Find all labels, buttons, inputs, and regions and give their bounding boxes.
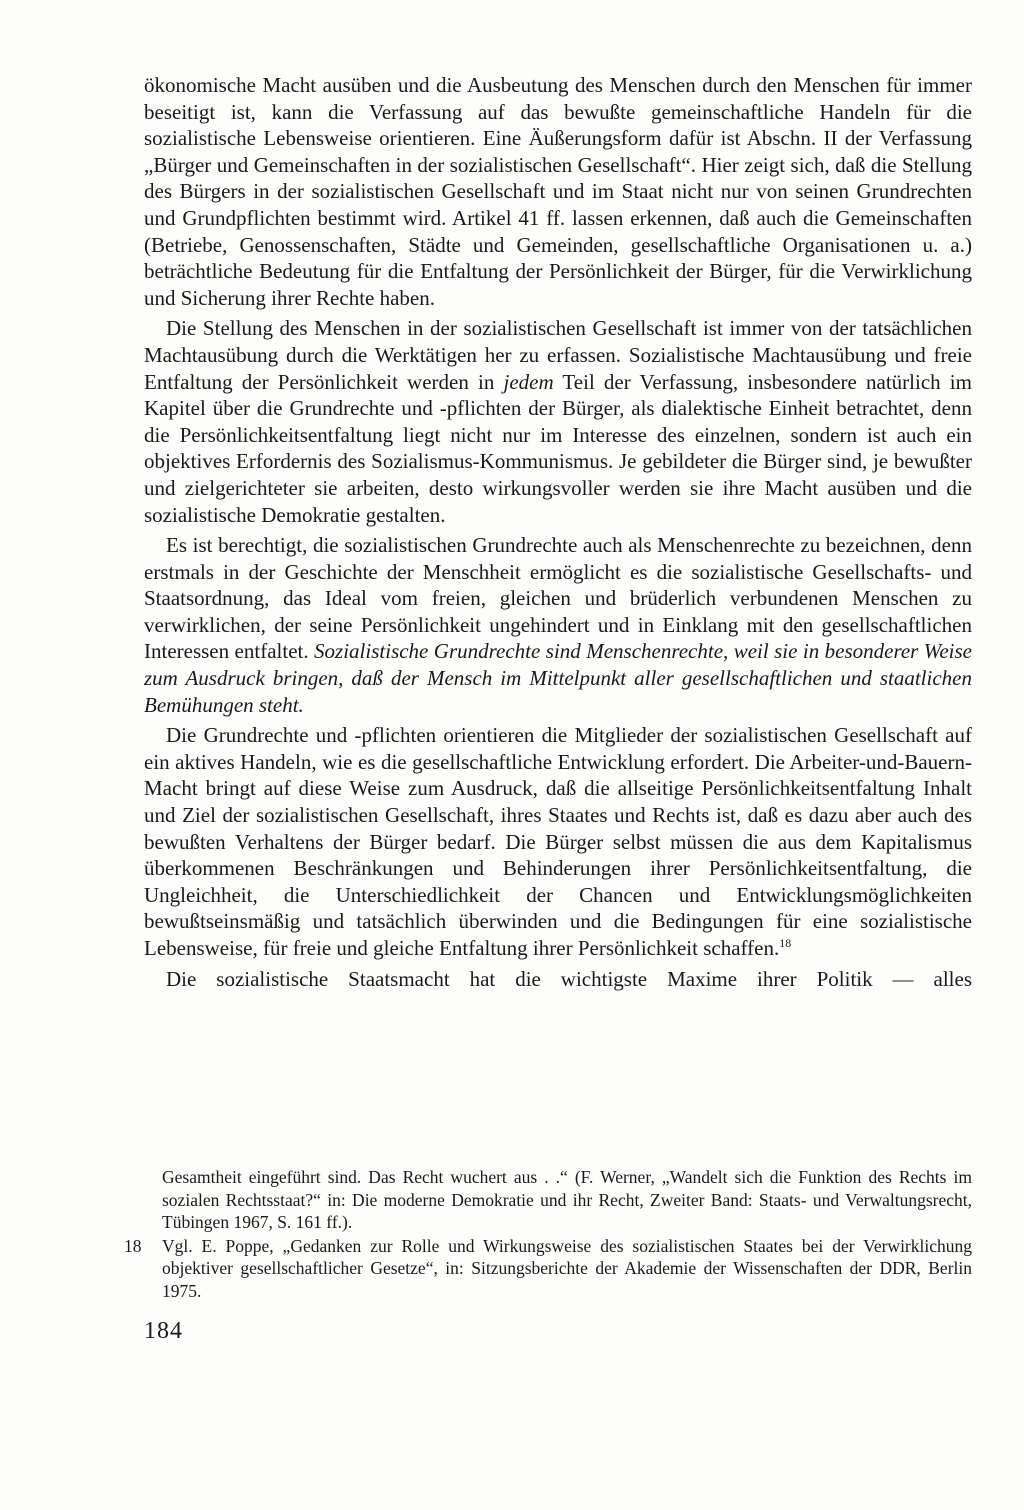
paragraph-2-text-a: Die Stellung des Menschen in der sozialistischen Gesellschaft ist immer von der tatsächlichen Machtausübung durch die Werktätigen her zu erfassen. Sozialistische Machtausübung und freie Entfaltung der Persönlichkeit werden in [144,316,972,394]
paragraph-1-text: ökonomische Macht ausüben und die Ausbeutung des Menschen durch den Menschen für immer beseitigt ist, kann die Verfassung auf das bewußte gemeinschaftliche Handeln für die sozialistische Lebensweise orientieren. Eine Äußerungsform dafür ist Abschn. II der Verfassung „Bürger und Gemeinschaften in der sozialistischen Gesellschaft“. Hier zeigt sich, daß die Stellung des Bürgers in der sozialistischen Gesellschaft und im Staat nicht nur von seinen Grundrechten und Grundpflichten bestimmt wird. Artikel 41 ff. lassen erkennen, daß auch die Gemeinschaften (Betriebe, Genossenschaften, Städte und Gemeinden, gesellschaftliche Organisationen u. a.) beträchtliche Bedeutung für die Entfaltung der Persönlichkeit der Bürger, für die Verwirklichung und Sicherung ihrer Rechte haben. [144,73,972,310]
footnotes [124,1166,972,1303]
paragraph-3-text: Es ist berechtigt, die sozialistischen Grundrechte auch als Menschenrechte zu bezeichnen, denn erstmals in der Geschichte der Menschheit ermöglicht es die sozialistische Gesellschafts- und Staatsordnung, das Ideal vom freien, gleichen und brüderlich verbundenen Menschen zu verwirklichen, der seine Persönlichkeit ungehindert und in Einklang mit den gesellschaftlichen Interessen entfaltet. [144,533,972,664]
main-text [144,72,972,996]
paragraph-2-text-b: Teil der Verfassung, insbesondere natürlich im Kapitel über die Grundrechte und -pflichten der Bürger, als dialektische Einheit betrachtet, denn die Persönlichkeitsentfaltung liegt nicht nur im Interesse des einzelnen, sondern ist auch ein objektives Erfordernis des Sozialismus-Kommunismus. Je gebildeter die Bürger sind, je bewußter und zielgerichteter sie arbeiten, desto wirkungsvoller werden sie ihre Macht ausüben und die sozialistische Demokratie gestalten. [144,369,972,527]
paragraph-5-text: Die sozialistische Staatsmacht hat die wichtigste Maxime ihrer Politik — alles [166,966,972,991]
paragraph-2 [144,315,972,528]
emphasis-menschenrechte: Sozialistische Grundrechte sind Menschenrechte, weil sie in besonderer Weise zum Ausdruck bringen, daß der Mensch im Mittelpunkt aller gesellschaftlichen und staatlichen Bemühungen steht. [144,639,973,717]
paragraph-4-text: Die Grundrechte und -pflichten orientieren die Mitglieder der sozialistischen Gesellschaft auf ein aktives Handeln, wie es die gesellschaftliche Entwicklung erfordert. Die Arbeiter-und-Bauern-Macht bringt auf diese Weise zum Ausdruck, daß die allseitige Persönlichkeitsentfaltung Inhalt und Ziel der sozialistischen Gesellschaft, ihres Staates und Rechts ist, daß es dazu aber auch des bewußten Verhaltens der Bürger bedarf. Die Bürger selbst müssen die aus dem Kapitalismus überkommenen Beschränkungen und Behinderungen ihrer Persönlichkeitsentfaltung, die Ungleichheit, die Unterschiedlichkeit der Chancen und Entwicklungsmöglichkeiten bewußtseinsmäßig und tatsächlich überwinden und die Bedingungen für eine sozialistische Lebensweise, für freie und gleiche Entfaltung ihrer Persönlichkeit schaffen. [144,723,972,960]
footnote-text: Gesamtheit eingeführt sind. Das Recht wuchert aus . .“ (F. Werner, „Wandelt sich die Funktion des Rechts im sozialen Rechtsstaat?“ in: Die moderne Demokratie und ihr Recht, Zweiter Band: Staats- und Verwaltungsrecht, Tübingen 1967, S. 161 ff.). [162,1167,972,1232]
footnote-text: Vgl. E. Poppe, „Gedanken zur Rolle und Wirkungsweise des sozialistischen Staates bei der Verwirklichung objektiver gesellschaftlicher Gesetze“, in: Sitzungsberichte der Akademie der Wissenschaften der DDR, Berlin 1975. [162,1235,972,1301]
footnote-reference-18[interactable]: 18 [779,936,792,950]
paragraph-5 [144,966,972,993]
page-number: 184 [144,1318,183,1344]
emphasis-jedem: jedem [503,369,554,394]
paragraph-3 [144,532,972,718]
paragraph-1 [144,72,972,311]
footnote-number: 18 [124,1235,142,1256]
footnote-18 [124,1235,972,1303]
footnote-continuation [144,1166,972,1234]
paragraph-4 [144,722,972,961]
